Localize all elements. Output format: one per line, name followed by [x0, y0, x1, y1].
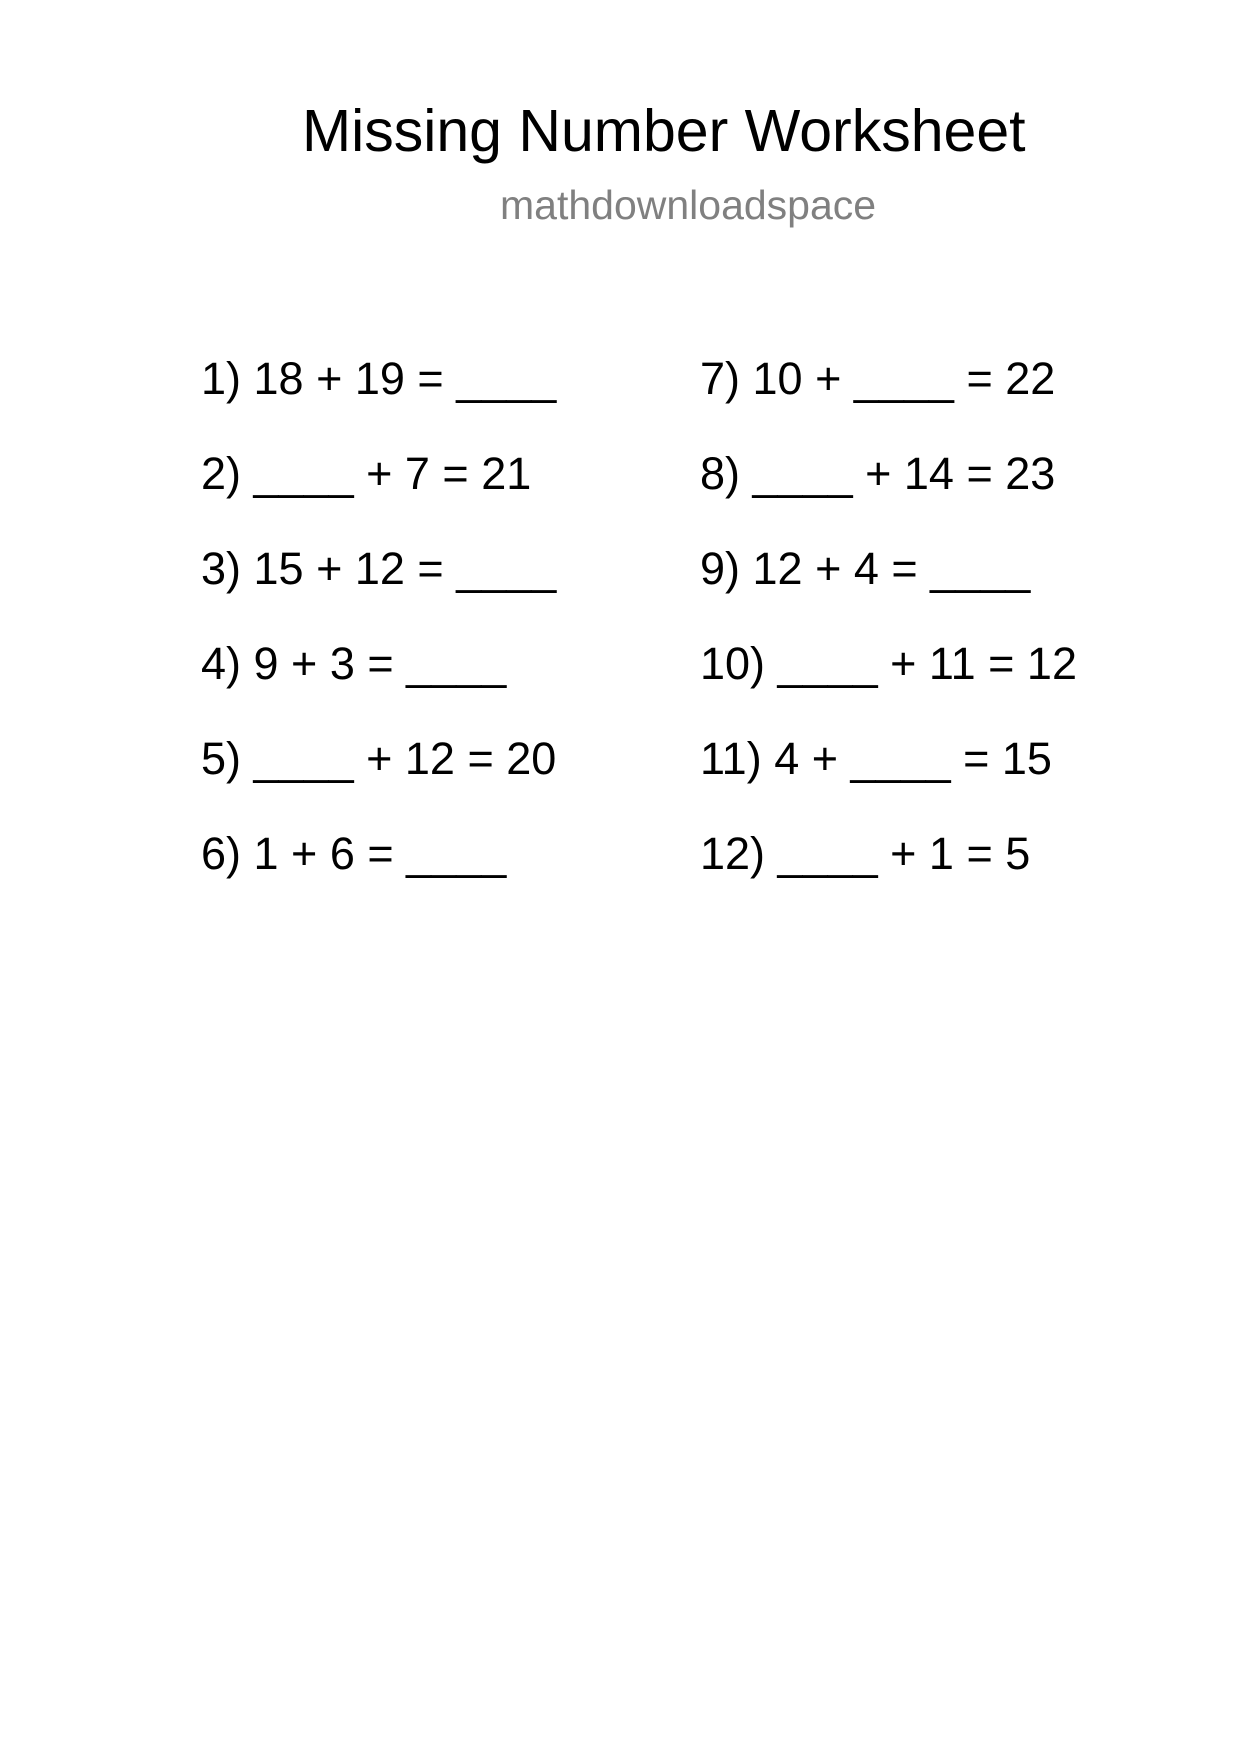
- problem-12: 12) ____ + 1 = 5: [700, 828, 1031, 879]
- problem-1: 1) 18 + 19 = ____: [201, 353, 557, 404]
- problem-8: 8) ____ + 14 = 23: [700, 448, 1056, 499]
- problem-3: 3) 15 + 12 = ____: [201, 543, 557, 594]
- problem-7: 7) 10 + ____ = 22: [700, 353, 1056, 404]
- worksheet-source: mathdownloadspace: [500, 182, 877, 228]
- problem-9: 9) 12 + 4 = ____: [700, 543, 1031, 594]
- problem-4: 4) 9 + 3 = ____: [201, 638, 507, 689]
- problem-5: 5) ____ + 12 = 20: [201, 733, 557, 784]
- problem-10: 10) ____ + 11 = 12: [700, 638, 1077, 689]
- worksheet-title: Missing Number Worksheet: [302, 98, 1026, 164]
- problem-11: 11) 4 + ____ = 15: [700, 733, 1052, 784]
- problem-6: 6) 1 + 6 = ____: [201, 828, 507, 879]
- problem-2: 2) ____ + 7 = 21: [201, 448, 532, 499]
